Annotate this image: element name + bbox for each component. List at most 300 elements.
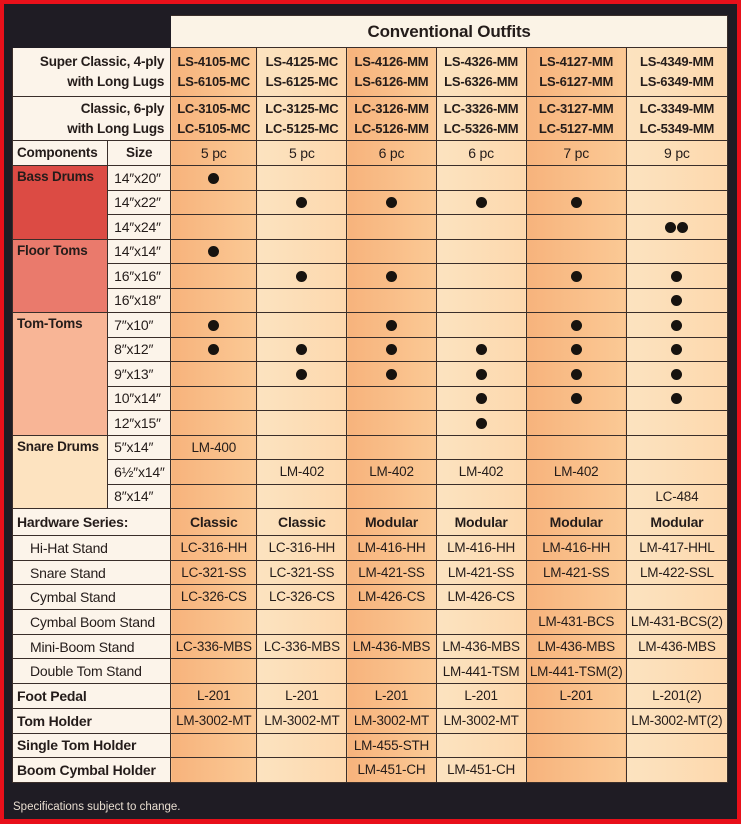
model-number: LS-6326-MM xyxy=(444,74,519,89)
included-dot-icon xyxy=(476,369,487,380)
hardware-cell xyxy=(436,610,526,635)
drum-cell xyxy=(436,362,526,387)
drum-size: 16″x18″ xyxy=(108,288,171,313)
drum-cell xyxy=(347,362,436,387)
included-dot-icon xyxy=(476,197,487,208)
drum-cell xyxy=(347,337,436,362)
model-number: LC-3326-MM xyxy=(443,100,519,116)
drum-cell xyxy=(526,288,626,313)
piece-count: 6 pc xyxy=(436,141,526,166)
drum-cell xyxy=(257,313,347,338)
drum-cell xyxy=(626,435,727,460)
drum-cell xyxy=(436,288,526,313)
drum-cell xyxy=(171,362,257,387)
drum-cell xyxy=(347,411,436,436)
included-dot-icon xyxy=(476,344,487,355)
model-number: LC-3105-MC xyxy=(177,100,251,116)
drum-row xyxy=(13,460,728,485)
drum-row xyxy=(13,190,728,215)
hardware-row xyxy=(13,585,728,610)
drum-cell xyxy=(436,239,526,264)
model-number: LC-3127-MM xyxy=(538,100,614,116)
hardware-cell: LC-336-MBS xyxy=(257,634,347,659)
drum-cell xyxy=(526,239,626,264)
drum-cell xyxy=(171,411,257,436)
hardware-label: Single Tom Holder xyxy=(13,733,171,758)
hardware-label: Boom Cymbal Holder xyxy=(13,758,171,783)
hardware-cell xyxy=(626,758,727,783)
model-number: LC-5127-MM xyxy=(538,120,614,136)
drum-cell xyxy=(347,166,436,191)
model-number: LS-4126-MM xyxy=(354,54,429,69)
drum-cell xyxy=(257,264,347,289)
hardware-cell xyxy=(626,585,727,610)
drum-cell xyxy=(171,484,257,509)
hardware-series: Modular xyxy=(526,509,626,536)
hardware-cell: LM-436-MBS xyxy=(436,634,526,659)
model-number: LC-5105-MC xyxy=(177,120,251,136)
drum-row xyxy=(13,337,728,362)
drum-cell xyxy=(171,215,257,240)
snare-model: LM-402 xyxy=(369,464,414,479)
hardware-series: Modular xyxy=(436,509,526,536)
hardware-cell xyxy=(257,610,347,635)
hardware-cell xyxy=(171,733,257,758)
drum-cell xyxy=(526,386,626,411)
series-row xyxy=(13,48,728,97)
drum-size: 14″x24″ xyxy=(108,215,171,240)
hardware-row xyxy=(13,536,728,561)
drum-cell xyxy=(626,460,727,485)
drum-cell xyxy=(171,264,257,289)
included-dot-icon xyxy=(671,271,682,282)
drum-cell xyxy=(171,386,257,411)
hardware-row xyxy=(13,560,728,585)
drum-category: Floor Toms xyxy=(13,239,108,313)
drum-cell xyxy=(347,190,436,215)
model-number: LS-6126-MM xyxy=(354,74,429,89)
drum-cell xyxy=(436,264,526,289)
drum-cell xyxy=(436,460,526,485)
hardware-cell xyxy=(347,610,436,635)
hardware-cell: LM-3002-MT xyxy=(347,708,436,733)
included-dot-icon xyxy=(671,393,682,404)
drum-cell xyxy=(257,435,347,460)
drum-cell xyxy=(257,166,347,191)
hardware-cell: L-201 xyxy=(436,684,526,709)
hardware-cell: LM-416-HH xyxy=(347,536,436,561)
drum-cell xyxy=(626,411,727,436)
series-label-line: Classic, 6-ply xyxy=(80,100,165,116)
corner-blank xyxy=(13,16,171,48)
model-numbers xyxy=(626,48,727,97)
model-number: LS-6125-MC xyxy=(265,74,339,89)
hardware-cell: LM-422-SSL xyxy=(626,560,727,585)
piece-count: 5 pc xyxy=(257,141,347,166)
drum-row xyxy=(13,166,728,191)
hardware-cell: L-201 xyxy=(347,684,436,709)
drum-cell xyxy=(257,484,347,509)
drum-size: 5″x14″ xyxy=(108,435,171,460)
hardware-row xyxy=(13,733,728,758)
hardware-cell: LM-451-CH xyxy=(436,758,526,783)
hardware-cell: LC-326-CS xyxy=(257,585,347,610)
hardware-cell xyxy=(526,758,626,783)
included-dot-icon xyxy=(571,271,582,282)
drum-cell xyxy=(526,460,626,485)
hardware-row xyxy=(13,610,728,635)
conventional-outfits-table xyxy=(12,15,728,783)
hardware-cell: LM-431-BCS xyxy=(526,610,626,635)
hardware-cell xyxy=(526,708,626,733)
hardware-row xyxy=(13,634,728,659)
drum-cell xyxy=(347,288,436,313)
snare-model: LM-402 xyxy=(553,464,599,479)
series-row xyxy=(13,97,728,141)
model-number: LC-5349-MM xyxy=(639,120,715,136)
model-number: LS-6127-MM xyxy=(539,74,614,89)
model-numbers xyxy=(347,97,436,141)
hardware-label: Mini-Boom Stand xyxy=(13,634,171,659)
hardware-cell: LC-316-HH xyxy=(257,536,347,561)
model-numbers xyxy=(436,48,526,97)
hardware-cell xyxy=(626,659,727,684)
drum-cell xyxy=(626,215,727,240)
model-numbers xyxy=(171,97,257,141)
drum-row xyxy=(13,313,728,338)
hardware-series: Modular xyxy=(347,509,436,536)
drum-cell xyxy=(526,484,626,509)
drum-size: 16″x16″ xyxy=(108,264,171,289)
snare-model: LM-400 xyxy=(191,439,237,455)
drum-row xyxy=(13,264,728,289)
hardware-cell: L-201 xyxy=(171,684,257,709)
size-header: Size xyxy=(108,141,171,166)
model-number: LS-4326-MM xyxy=(444,54,519,69)
hardware-cell xyxy=(526,585,626,610)
model-number: LC-5326-MM xyxy=(443,120,519,136)
model-number: LC-5126-MM xyxy=(354,120,429,136)
hardware-row xyxy=(13,684,728,709)
hardware-label: Foot Pedal xyxy=(13,684,171,709)
drum-cell xyxy=(526,313,626,338)
hardware-cell: LM-436-MBS xyxy=(347,634,436,659)
piece-count: 5 pc xyxy=(171,141,257,166)
drum-size: 9″x13″ xyxy=(108,362,171,387)
hardware-series: Classic xyxy=(257,509,347,536)
drum-cell xyxy=(436,386,526,411)
drum-cell xyxy=(171,288,257,313)
hardware-cell: LM-451-CH xyxy=(347,758,436,783)
included-dot-icon xyxy=(386,344,397,355)
drum-size: 8″x14″ xyxy=(108,484,171,509)
drum-size: 7″x10″ xyxy=(108,313,171,338)
hardware-series: Modular xyxy=(626,509,727,536)
drum-size: 8″x12″ xyxy=(108,337,171,362)
included-dot-icon xyxy=(671,344,682,355)
model-number: LC-5125-MC xyxy=(265,120,339,136)
hardware-cell xyxy=(171,610,257,635)
hardware-cell: LM-431-BCS(2) xyxy=(626,610,727,635)
hardware-cell: L-201 xyxy=(526,684,626,709)
included-dot-icon xyxy=(671,295,682,306)
hardware-cell: LM-3002-MT xyxy=(171,708,257,733)
included-dot-icon xyxy=(386,369,397,380)
hardware-cell xyxy=(257,733,347,758)
included-dot-icon xyxy=(571,393,582,404)
drum-row xyxy=(13,484,728,509)
included-dot-icon xyxy=(665,222,676,233)
table-title: Conventional Outfits xyxy=(171,16,728,48)
hardware-cell: LM-3002-MT xyxy=(257,708,347,733)
hardware-cell: L-201(2) xyxy=(626,684,727,709)
drum-cell xyxy=(347,435,436,460)
included-dot-icon xyxy=(296,271,307,282)
model-numbers xyxy=(347,48,436,97)
drum-cell xyxy=(171,166,257,191)
hardware-cell: LM-426-CS xyxy=(347,585,436,610)
drum-cell xyxy=(171,337,257,362)
drum-cell xyxy=(436,313,526,338)
drum-cell xyxy=(626,166,727,191)
hardware-series: Classic xyxy=(171,509,257,536)
hardware-cell: LM-416-HH xyxy=(436,536,526,561)
included-dot-icon xyxy=(671,320,682,331)
drum-cell xyxy=(347,386,436,411)
included-dot-icon xyxy=(208,344,219,355)
footer-note: Specifications subject to change. xyxy=(13,801,181,813)
hardware-cell xyxy=(257,758,347,783)
included-dot-icon xyxy=(571,320,582,331)
included-dot-icon xyxy=(208,246,219,257)
drum-cell xyxy=(347,313,436,338)
hardware-cell xyxy=(526,733,626,758)
drum-cell xyxy=(526,337,626,362)
model-number: LC-3349-MM xyxy=(639,100,715,116)
included-dot-icon xyxy=(386,271,397,282)
hardware-cell: LM-416-HH xyxy=(526,536,626,561)
hardware-row xyxy=(13,758,728,783)
hardware-cell: LM-421-SS xyxy=(526,560,626,585)
hardware-label: Double Tom Stand xyxy=(13,659,171,684)
snare-model: LM-402 xyxy=(279,464,325,479)
drum-cell xyxy=(257,362,347,387)
hardware-label: Cymbal Stand xyxy=(13,585,171,610)
included-dot-icon xyxy=(296,344,307,355)
hardware-cell xyxy=(171,758,257,783)
hardware-cell: LM-441-TSM(2) xyxy=(526,659,626,684)
model-number: LS-4105-MC xyxy=(177,54,250,69)
drum-cell xyxy=(257,215,347,240)
hardware-cell: LM-455-STH xyxy=(347,733,436,758)
model-number: LS-6349-MM xyxy=(639,74,714,89)
drum-cell xyxy=(257,386,347,411)
model-numbers xyxy=(171,48,257,97)
drum-cell xyxy=(436,435,526,460)
drum-cell xyxy=(171,190,257,215)
drum-cell xyxy=(526,411,626,436)
hardware-label: Tom Holder xyxy=(13,708,171,733)
drum-size: 6½″x14″ xyxy=(108,460,171,485)
drum-cell xyxy=(171,460,257,485)
drum-row xyxy=(13,362,728,387)
drum-cell xyxy=(171,435,257,460)
hardware-cell: LM-441-TSM xyxy=(436,659,526,684)
hardware-row xyxy=(13,659,728,684)
model-number: LS-4125-MC xyxy=(265,54,339,69)
model-numbers xyxy=(257,97,347,141)
series-label-line: Super Classic, 4-ply xyxy=(39,54,165,69)
drum-cell xyxy=(526,264,626,289)
model-number: LS-4349-MM xyxy=(639,54,714,69)
piece-count: 6 pc xyxy=(347,141,436,166)
hardware-label: Hi-Hat Stand xyxy=(13,536,171,561)
piece-count: 9 pc xyxy=(626,141,727,166)
included-dot-icon xyxy=(571,197,582,208)
drum-cell xyxy=(436,215,526,240)
piece-count: 7 pc xyxy=(526,141,626,166)
hardware-series-header: Hardware Series: xyxy=(13,509,171,536)
hardware-row xyxy=(13,708,728,733)
model-numbers xyxy=(626,97,727,141)
hardware-label: Snare Stand xyxy=(13,560,171,585)
included-dot-icon xyxy=(386,320,397,331)
model-number: LS-4127-MM xyxy=(539,54,614,69)
series-label-line: with Long Lugs xyxy=(67,74,165,89)
included-dot-icon xyxy=(208,320,219,331)
snare-model: LC-484 xyxy=(655,488,699,504)
model-number: LC-3126-MM xyxy=(354,100,429,116)
drum-cell xyxy=(347,460,436,485)
hardware-cell: LM-421-SS xyxy=(347,560,436,585)
drum-cell xyxy=(257,288,347,313)
components-header-row xyxy=(13,141,728,166)
included-dot-icon xyxy=(296,197,307,208)
model-numbers xyxy=(526,97,626,141)
drum-cell xyxy=(526,362,626,387)
hardware-cell xyxy=(347,659,436,684)
drum-size: 12″x15″ xyxy=(108,411,171,436)
series-label-line: with Long Lugs xyxy=(67,120,165,136)
drum-cell xyxy=(626,337,727,362)
drum-row xyxy=(13,386,728,411)
included-dot-icon xyxy=(671,369,682,380)
drum-cell xyxy=(347,215,436,240)
drum-cell xyxy=(526,435,626,460)
hardware-label: Cymbal Boom Stand xyxy=(13,610,171,635)
drum-cell xyxy=(526,166,626,191)
series-label xyxy=(13,48,171,97)
included-dot-icon xyxy=(476,393,487,404)
model-number: LS-6105-MC xyxy=(177,74,250,89)
drum-cell xyxy=(436,190,526,215)
hardware-cell xyxy=(626,733,727,758)
hardware-cell: L-201 xyxy=(257,684,347,709)
hardware-cell: LM-436-MBS xyxy=(626,634,727,659)
drum-cell xyxy=(626,264,727,289)
hardware-cell xyxy=(171,659,257,684)
included-dot-icon xyxy=(386,197,397,208)
drum-cell xyxy=(257,190,347,215)
included-dot-icon xyxy=(677,222,688,233)
drum-cell xyxy=(257,411,347,436)
drum-cell xyxy=(626,239,727,264)
drum-cell xyxy=(347,264,436,289)
drum-cell xyxy=(626,288,727,313)
hardware-cell: LC-321-SS xyxy=(171,560,257,585)
drum-cell xyxy=(626,313,727,338)
drum-row xyxy=(13,411,728,436)
snare-model: LM-402 xyxy=(458,464,504,479)
drum-cell xyxy=(526,215,626,240)
drum-size: 14″x14″ xyxy=(108,239,171,264)
drum-cell xyxy=(436,484,526,509)
drum-cell xyxy=(626,190,727,215)
included-dot-icon xyxy=(208,173,219,184)
components-header: Components xyxy=(13,141,108,166)
drum-cell xyxy=(626,386,727,411)
drum-cell xyxy=(626,484,727,509)
hardware-cell: LC-326-CS xyxy=(171,585,257,610)
drum-cell xyxy=(171,239,257,264)
drum-cell xyxy=(347,239,436,264)
title-row xyxy=(13,16,728,48)
model-numbers xyxy=(526,48,626,97)
drum-size: 14″x20″ xyxy=(108,166,171,191)
drum-cell xyxy=(257,337,347,362)
drum-cell xyxy=(526,190,626,215)
drum-cell xyxy=(436,166,526,191)
hardware-cell: LM-3002-MT(2) xyxy=(626,708,727,733)
drum-size: 10″x14″ xyxy=(108,386,171,411)
drum-cell xyxy=(626,362,727,387)
hardware-cell: LM-3002-MT xyxy=(436,708,526,733)
hardware-cell: LC-316-HH xyxy=(171,536,257,561)
drum-cell xyxy=(257,239,347,264)
model-numbers xyxy=(257,48,347,97)
model-numbers xyxy=(436,97,526,141)
drum-row xyxy=(13,288,728,313)
drum-cell xyxy=(171,313,257,338)
hardware-cell xyxy=(257,659,347,684)
included-dot-icon xyxy=(476,418,487,429)
drum-cell xyxy=(436,411,526,436)
series-label xyxy=(13,97,171,141)
drum-cell xyxy=(257,460,347,485)
hardware-cell xyxy=(436,733,526,758)
model-number: LC-3125-MC xyxy=(265,100,339,116)
hardware-header-row xyxy=(13,509,728,536)
hardware-cell: LM-417-HHL xyxy=(626,536,727,561)
drum-cell xyxy=(347,484,436,509)
included-dot-icon xyxy=(571,369,582,380)
drum-category: Tom-Toms xyxy=(13,313,108,436)
drum-row xyxy=(13,239,728,264)
hardware-cell: LC-336-MBS xyxy=(171,634,257,659)
hardware-cell: LM-421-SS xyxy=(436,560,526,585)
hardware-cell: LM-436-MBS xyxy=(526,634,626,659)
drum-category: Snare Drums xyxy=(13,435,108,509)
included-dot-icon xyxy=(571,344,582,355)
included-dot-icon xyxy=(296,369,307,380)
hardware-cell: LM-426-CS xyxy=(436,585,526,610)
drum-category: Bass Drums xyxy=(13,166,108,240)
drum-row xyxy=(13,215,728,240)
drum-size: 14″x22″ xyxy=(108,190,171,215)
drum-cell xyxy=(436,337,526,362)
drum-row xyxy=(13,435,728,460)
hardware-cell: LC-321-SS xyxy=(257,560,347,585)
